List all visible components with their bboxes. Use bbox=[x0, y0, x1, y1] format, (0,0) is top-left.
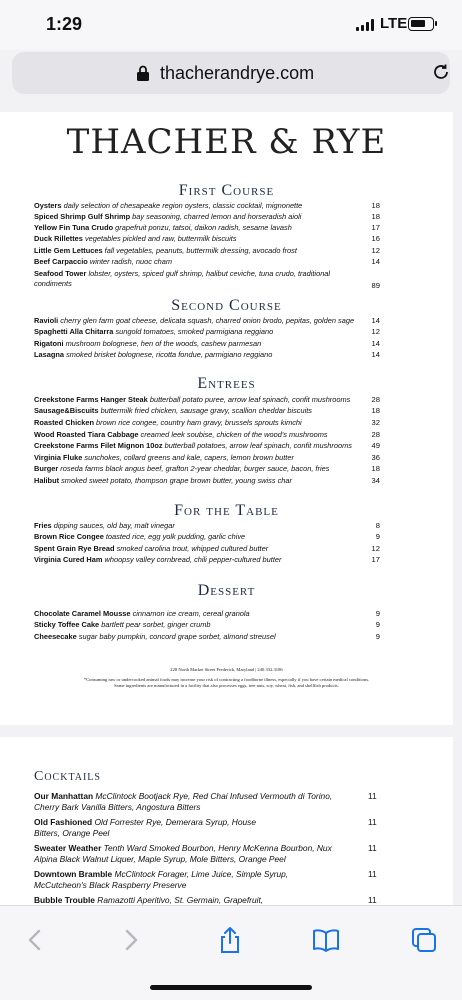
battery-icon bbox=[408, 17, 434, 31]
cocktail-item: Sweater Weather Tenth Ward Smoked Bourbon, Henry McKenna Bourbon, Nux Alpina Black Walnut Liquer, Maple Syrup, Mole Bitters, Orange Peel bbox=[34, 843, 332, 864]
menu-item: Sausage&Biscuits buttermilk fried chicken, sausage gravy, scallion cheddar biscuits bbox=[34, 406, 312, 415]
menu-price: 49 bbox=[371, 441, 380, 450]
menu-item: Virginia Fluke sunchokes, collard greens and kale, capers, lemon brown butter bbox=[34, 453, 294, 462]
menu-item: Virginia Cured Ham whoopsy valley cornbread, chili pepper-cultured butter bbox=[34, 555, 282, 564]
menu-item: Oysters daily selection of chesapeake region oysters, classic cocktail, mignonette bbox=[34, 201, 303, 210]
menu-item: Brown Rice Congee toasted rice, egg yolk pudding, garlic chive bbox=[34, 532, 246, 541]
cocktail-price: 11 bbox=[368, 817, 377, 827]
tabs-icon[interactable] bbox=[410, 926, 438, 954]
signal-icon bbox=[356, 19, 376, 31]
menu-price: 12 bbox=[371, 544, 380, 553]
cocktail-item: Our Manhattan McClintock Bootjack Rye, Red Chai Infused Vermouth di Torino, Cherry Bark Vanilla Bitters, Angostura Bitters bbox=[34, 791, 333, 812]
menu-price: 28 bbox=[371, 430, 380, 439]
menu-price: 8 bbox=[375, 521, 380, 530]
cocktail-price: 11 bbox=[368, 895, 377, 905]
menu-price: 17 bbox=[371, 223, 380, 232]
restaurant-logo: THACHER & RYE bbox=[66, 122, 387, 162]
menu-price: 12 bbox=[371, 246, 380, 255]
menu-item: Little Gem Lettuces fall vegetables, peanuts, buttermilk dressing, avocado frost bbox=[34, 246, 297, 255]
cocktail-item: Bubble Trouble Ramazotti Aperitivo, St. Germain, Grapefruit, bbox=[34, 895, 264, 905]
cocktail-item: Downtown Bramble McClintock Forager, Lime Juice, Simple Syrup, McCutcheon's Black Raspberry Preserve bbox=[34, 869, 289, 890]
menu-item: Yellow Fin Tuna Crudo grapefruit ponzu, tatsoi, daikon radish, sesame lavash bbox=[34, 223, 292, 232]
section-title-cocktails: Cocktails bbox=[34, 769, 101, 784]
menu-item: Creekstone Farms Hanger Steak butterball potato puree, arrow leaf spinach, confit mushrooms bbox=[34, 395, 351, 404]
menu-price: 14 bbox=[371, 350, 380, 359]
menu-price: 89 bbox=[371, 281, 380, 290]
menu-price: 14 bbox=[371, 257, 380, 266]
menu-item: Lasagna smoked brisket bolognese, ricotta fondue, parmigiano reggiano bbox=[34, 350, 273, 359]
menu-price: 17 bbox=[371, 555, 380, 564]
menu-price: 32 bbox=[371, 418, 380, 427]
menu-item: Chocolate Caramel Mousse cinnamon ice cream, cereal granola bbox=[34, 609, 250, 618]
menu-item: Halibut smoked sweet potato, thompson grape brown butter, young swiss char bbox=[34, 476, 292, 485]
menu-item: Duck Rillettes vegetables pickled and raw, buttermilk biscuits bbox=[34, 234, 237, 243]
menu-item: Sticky Toffee Cake bartlett pear sorbet, ginger crumb bbox=[34, 620, 211, 629]
menu-price: 12 bbox=[371, 327, 380, 336]
menu-item: Fries dipping sauces, old bay, malt vinegar bbox=[34, 521, 175, 530]
forward-icon[interactable] bbox=[116, 926, 144, 954]
menu-item: Cheesecake sugar baby pumpkin, concord grape sorbet, almond streusel bbox=[34, 632, 276, 641]
menu-price: 9 bbox=[375, 632, 380, 641]
bookmarks-icon[interactable] bbox=[312, 926, 340, 954]
section-title-second-course: Second Course bbox=[171, 297, 282, 314]
reload-icon[interactable] bbox=[432, 63, 450, 81]
menu-item: Spent Grain Rye Bread smoked carolina trout, whipped cultured butter bbox=[34, 544, 269, 553]
menu-item: Roasted Chicken brown rice congee, country ham gravy, brussels sprouts kimchi bbox=[34, 418, 302, 427]
menu-price: 34 bbox=[371, 476, 380, 485]
cocktail-item: Old Fashioned Old Forrester Rye, Demerara Syrup, House Bitters, Orange Peel bbox=[34, 817, 257, 838]
cocktail-price: 11 bbox=[368, 843, 377, 853]
menu-price: 9 bbox=[375, 609, 380, 618]
menu-page bbox=[0, 112, 453, 725]
address-line: 228 North Market Street Frederick, Maryland | 240.332.3186 bbox=[170, 667, 283, 672]
network-label: LTE bbox=[380, 15, 408, 32]
url-text[interactable]: thacherandrye.com bbox=[160, 63, 315, 83]
menu-item: Ravioli cherry glen farm goat cheese, delicata squash, charred onion brodo, pepitas, golden sage bbox=[34, 316, 355, 325]
address-bar[interactable] bbox=[12, 52, 450, 94]
section-title-dessert: Dessert bbox=[197, 582, 256, 599]
menu-item: Spiced Shrimp Gulf Shrimp bay seasoning, charred lemon and horseradish aioli bbox=[34, 212, 302, 221]
menu-price: 18 bbox=[371, 212, 380, 221]
section-title-entrees: Entrees bbox=[197, 375, 256, 392]
cocktail-price: 11 bbox=[368, 869, 377, 879]
disclaimer: *Consuming raw or undercooked animal foods may increase your risk of contracting a foodborne illness, especially if you have certain medical conditions. bbox=[83, 677, 370, 682]
disclaimer: Some ingredients are manufactured in a facility that also processes eggs, tree nuts, soy, wheat, fish, and shellfish products. bbox=[114, 683, 339, 688]
menu-price: 9 bbox=[375, 532, 380, 541]
menu-item: Seafood Tower lobster, oysters, spiced gulf shrimp, halibut ceviche, tuna crudo, traditional condiments bbox=[34, 269, 331, 288]
menu-price: 28 bbox=[371, 395, 380, 404]
menu-price: 18 bbox=[371, 201, 380, 210]
menu-price: 14 bbox=[371, 316, 380, 325]
section-title-first-course: First Course bbox=[178, 182, 275, 199]
menu-item: Beef Carpaccio winter radish, nuoc cham bbox=[34, 257, 173, 266]
status-time: 1:29 bbox=[46, 14, 83, 34]
menu-price: 14 bbox=[371, 339, 380, 348]
status-bar bbox=[0, 0, 462, 50]
menu-item: Spaghetti Alla Chitarra sungold tomatoes, smoked parmigiana reggiano bbox=[34, 327, 274, 336]
menu-price: 18 bbox=[371, 464, 380, 473]
section-title-for-the-table: For the Table bbox=[174, 502, 279, 519]
menu-price: 16 bbox=[371, 234, 380, 243]
cocktail-price: 11 bbox=[368, 791, 377, 801]
menu-item: Rigatoni mushroom bolognese, hen of the woods, cashew parmesan bbox=[34, 339, 262, 348]
menu-item: Burger roseda farms black angus beef, grafton 2-year cheddar, burger sauce, bacon, fries bbox=[34, 464, 330, 473]
menu-item: Creekstone Farms Filet Mignon 10oz butterball potatoes, arrow leaf spinach, confit mushrooms bbox=[34, 441, 352, 450]
menu-item: Wood Roasted Tiara Cabbage creamed leek soubise, chicken of the wood's mushrooms bbox=[34, 430, 328, 439]
menu-price: 36 bbox=[371, 453, 380, 462]
lock-icon bbox=[136, 65, 150, 81]
share-icon[interactable] bbox=[216, 926, 244, 954]
menu-price: 9 bbox=[375, 620, 380, 629]
back-icon[interactable] bbox=[22, 926, 50, 954]
menu-price: 18 bbox=[371, 406, 380, 415]
home-indicator bbox=[150, 985, 312, 990]
